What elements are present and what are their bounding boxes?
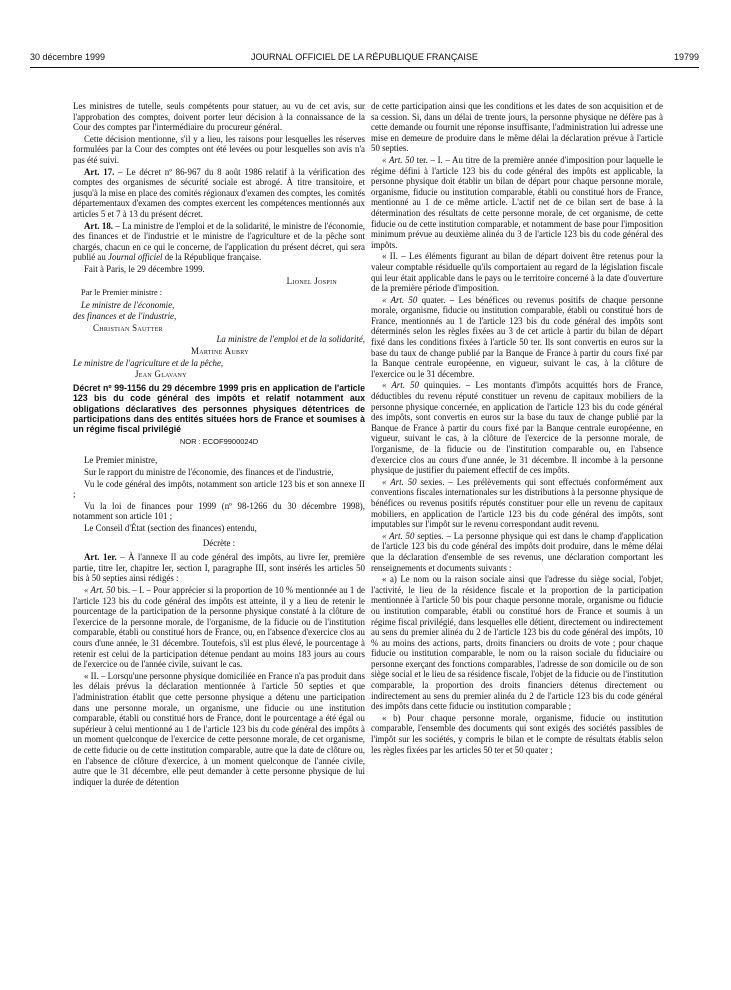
article-50-septies: « Art. 50 septies. – La personne physique qui est dans le champ d'application de l'article 123 bis du code général des impôts doit produire, dans le même délai que la déclaration d'ensemble de ses revenus, une déclaration comportant les renseignements et documents suivants :: [371, 530, 663, 573]
signature-block: [73, 288, 365, 380]
header-title: JOURNAL OFFICIEL DE LA RÉPUBLIQUE FRANÇAISE: [251, 52, 478, 62]
paragraph: de cette participation ainsi que les conditions et les dates de son acquisition et de sa cession. Si, dans un délai de trente jours, la personne physique ne défère pas à cette demande ou fournit une réponse insuffisante, l'administration lui adresse une mise en demeure de produire dans le même délai la déclaration prévue à l'article 50 septies.: [371, 101, 663, 154]
minister-economy-2: des finances et de l'industrie,: [73, 311, 177, 322]
article-18: Art. 18. – La ministre de l'emploi et de la solidarité, le ministre de l'économie, des finances et de l'industrie et le ministre de l'agriculture et de la pêche sont chargés, chacun en ce qui le concerne, de l'application du présent décret, qui sera publié au Journal officiel de la République française.: [73, 220, 365, 263]
paragraph: Cette décision mentionne, s'il y a lieu, les raisons pour lesquelles les réserves formulées par la Cour des comptes ont été levées ou pour lesquelles son avis n'a pas été suivi.: [73, 133, 365, 165]
article-50-ter: « Art. 50 ter. – I. – Au titre de la première année d'imposition pour laquelle le régime défini à l'article 123 bis du code général des impôts est applicable, la personne physique doit établir un bilan de départ pour chaque personne morale, organisme, fiducie ou institution comparable, établi ou constitué hors de France, mentionné au 1 de ce même article. L'actif net de ce bilan sert de base à la détermination des résultats de cette personne morale, de cet organisme, de cette fiducie ou de cette institution comparable, et notamment de base pour l'imposition minimum prévue au deuxième alinéa du 3 de l'article 123 bis du code général des impôts.: [371, 154, 663, 250]
visa: Vu la loi de finances pour 1999 (nº 98-1266 du 30 décembre 1998), notamment son article 101 ;: [73, 500, 365, 522]
signature-pm: Lionel Jospin: [286, 275, 337, 286]
article-50-bis-ii: « II. – Lorsqu'une personne physique domiciliée en France n'a pas produit dans les délais prévus la déclaration mentionnée à l'article 50 septies et que l'administration établit que cette personne physique a détenu une participation dans une personne morale, un organisme, une fiducie ou une institution comparable, établi ou constitué hors de France, dont le pourcentage a été égal ou supérieur à celui mentionné au 1 de l'article 123 bis du code général des impôts à un moment quelconque de l'exercice de cette personne morale, de cet organisme, de cette fiducie ou de cette institution comparable, autre que la date de clôture ou, en l'absence de clôture d'exercice, à un moment quelconque de l'année civile, autre que le 31 décembre, elle peut demander à cette personne physique de lui indiquer la durée de détention: [73, 670, 365, 787]
page-header: [30, 52, 699, 66]
item-a: « a) Le nom ou la raison sociale ainsi que l'adresse du siège social, l'objet, l'activité, le lieu de la résidence fiscale et la proportion de la participation mentionnée à l'article 50 bis pour chaque personne morale, organisme ou fiducie ou institution comparable, établi ou constitué hors de France et soumis à un régime fiscal privilégié, dans lesquelles elle détient, directement ou indirectement au sens du premier alinéa du 2 de l'article 123 bis du code général des impôts, 10 % au moins des actions, parts, droits financiers ou droits de vote ; pour chaque fiducie ou institution comparable, le nom ou la raison sociale du fiduciaire ou personne exerçant des fonctions comparables, l'adresse de son domicile ou de son siège social et le lieu de sa résidence fiscale, l'objet de la fiducie ou de l'institution comparable, la proportion des droits financiers détenus directement ou indirectement au sens du premier alinéa du 2 de l'article 123 bis du code général des impôts dans cette fiducie ou institution comparable ;: [371, 574, 663, 712]
visa: Vu le code général des impôts, notamment son article 123 bis et son annexe II ;: [73, 478, 365, 500]
nor-reference: NOR : ECOF9900024D: [179, 436, 259, 446]
minister-agriculture: Le ministre de l'agriculture et de la pêche,: [73, 357, 224, 368]
page-number: 19799: [673, 52, 699, 62]
par-premier-ministre: Par le Premier ministre :: [81, 288, 163, 298]
signature-economy: Christian Sautter: [93, 322, 163, 333]
minister-economy: Le ministre de l'économie,: [81, 299, 175, 310]
paragraph: Les ministres de tutelle, seuls compétents pour statuer, au vu de cet avis, sur l'approbation des comptes, doivent porter leur décision à la connaissance de la Cour des comptes par l'intermédiaire du procureur général.: [73, 101, 365, 133]
decrete: Décrète :: [202, 537, 236, 548]
article-50-sexies: « Art. 50 sexies. – Les prélèvements qui sont effectués conformément aux conventions fiscales internationales sur les distributions à la personne physique de bénéfices ou revenus positifs réputés constituer pour elle un revenu de capitaux mobiliers, en application de l'article 123 bis du code général des impôts, sont imputables sur l'impôt sur le revenu correspondant audit revenu.: [371, 476, 663, 530]
signature-date: Fait à Paris, le 29 décembre 1999.: [84, 263, 205, 274]
left-column: [73, 101, 365, 788]
visa: Le Premier ministre,: [84, 455, 158, 466]
visa: Sur le rapport du ministre de l'économie, des finances et de l'industrie,: [84, 467, 334, 478]
visa: Le Conseil d'État (section des finances) entendu,: [84, 523, 257, 534]
article-17: Art. 17. – Le décret nº 86-967 du 8 août 1986 relatif à la vérification des comptes des organismes de sécurité sociale est abrogé. À titre transitoire, et jusqu'à la mise en place des comités régionaux d'examen des comptes, les comités départementaux d'examen des comptes exercent les compétences mentionnés aux articles 5 et 7 à 13 du présent décret.: [73, 166, 365, 219]
article-50-quinquies: « Art. 50 quinquies. – Les montants d'impôts acquittés hors de France, déductibles du revenu réputé constituer un revenu de capitaux mobiliers de la personne physique concernée, en application de l'article 123 bis du code général des impôts, sont convertis en euros sur la base du taux de change publié par la Banque de France à partir du cours fixé par la Banque centrale européenne, en vigueur, suivant le cas, à la clôture de l'exercice de la personne morale, de l'organisme, de la fiducie ou de l'institution comparable ou, en l'absence d'exercice clos au cours d'une année, le 31 décembre. Il incombe à la personne physique de justifier du paiement effectif de ces impôts.: [371, 380, 663, 476]
article-50-quater: « Art. 50 quater. – Les bénéfices ou revenus positifs de chaque personne morale, organisme, fiducie ou institution comparable, établi ou constitué hors de France, mentionnés au 1 de l'article 123 bis du code général des impôts sont déterminés selon les règles fixées au 3 de cet article à partir du bilan de départ fixé dans les conditions fixées à l'article 50 ter. Ils sont convertis en euros sur la base du taux de change publié par la Banque de France à partir du cours fixé par la Banque centrale européenne, en vigueur, suivant le cas, à la clôture de l'exercice ou le 31 décembre.: [371, 294, 663, 379]
article-50-bis: « Art. 50 bis. – I. – Pour apprécier si la proportion de 10 % mentionnée au 1 de l'article 123 bis du code général des impôts est atteinte, il y a lieu de retenir le pourcentage de la participation de la personne physique constaté à la clôture de l'exercice de la personne morale, de l'organisme, de la fiducie ou de l'institution comparable, établi ou constitué hors de France, ou, en l'absence d'exercice clos au cours d'une année, le 31 décembre. Toutefois, s'il est plus élevé, le pourcentage à retenir est celui de la participation détenue pendant au moins 183 jours au cours de l'exercice ou de l'année civile, suivant le cas.: [73, 585, 365, 670]
decree-title: Décret nº 99-1156 du 29 décembre 1999 pris en application de l'article 123 bis du code général des impôts et relatif notamment aux obligations déclaratives des personnes physiques détentrices de participations dans des entités situées hors de France et soumises à un régime fiscal privilégié: [73, 382, 365, 435]
minister-employment: La ministre de l'emploi et de la solidarité,: [216, 334, 365, 345]
article-1: Art. 1er. – À l'annexe II au code général des impôts, au livre Ier, première partie, titre Ier, chapitre Ier, section I, paragraphe III, sont insérés les articles 50 bis à 50 septies ainsi rédigés :: [73, 552, 365, 584]
header-rule: [30, 67, 699, 68]
article-50-ter-ii: « II. – Les éléments figurant au bilan de départ doivent être retenus pour la valeur comptable résiduelle qu'ils comportaient au regard de la législation fiscale qui leur était applicable dans le pays ou le territoire concerné à la date d'ouverture de la première période d'imposition.: [371, 251, 663, 294]
right-column: [371, 101, 663, 756]
item-b: « b) Pour chaque personne morale, organisme, fiducie ou institution comparable, l'ensemble des documents qui sont exigés des sociétés passibles de l'impôt sur les sociétés, y compris le bilan et le compte de résultats établis selon les règles fixées par les articles 50 ter et 50 quater ;: [371, 712, 663, 755]
signature-agriculture: Jean Glavany: [135, 369, 187, 380]
header-date: 30 décembre 1999: [30, 52, 106, 62]
signature-employment: Martine Aubry: [191, 346, 249, 357]
